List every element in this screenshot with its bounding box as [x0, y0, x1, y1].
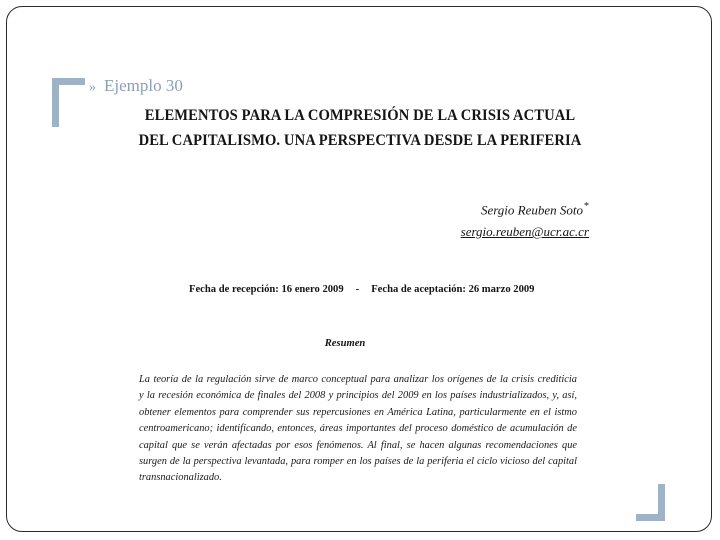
document-excerpt: [125, 104, 595, 484]
abstract-line: capital que se verán afectadas por esos fenómenos. Al final, se hacen algunas recomendaciones que: [139, 439, 577, 451]
abstract-line: La teoría de la regulación sirve de marco conceptual para analizar los orígenes de la crisis crediticia: [139, 374, 577, 385]
slide-title-text: Ejemplo 30: [104, 76, 183, 95]
date-separator: -: [355, 284, 360, 295]
author-name-text: Sergio Reuben Soto: [480, 202, 583, 218]
paper-title-line-2: DEL CAPITALISMO. UNA PERSPECTIVA DESDE LA PERIFERIA: [138, 132, 582, 150]
abstract-line: surgen de la perspectiva levantada, para romper en los países de la periferia el ciclo vicioso del capital: [139, 456, 577, 468]
author-block: [461, 196, 589, 243]
abstract-line: transnacionalizado.: [139, 472, 222, 484]
paper-title-line-1: ELEMENTOS PARA LA COMPRESIÓN DE LA CRISIS ACTUAL: [144, 107, 576, 125]
corner-bracket-top-left: [52, 78, 85, 127]
abstract-line: centroamericano; identificando, entonces, áreas importantes del proceso doméstico de acumulación de: [139, 423, 577, 435]
corner-bracket-bottom-right: [636, 484, 665, 521]
abstract-heading: Resumen: [324, 338, 366, 349]
received-date: Fecha de recepción: 16 enero 2009: [189, 284, 344, 295]
slide-title: [89, 76, 183, 96]
title-bullet-icon: »: [89, 80, 96, 95]
abstract-line: y la recesión económica de finales del 2008 y principios del 2009 en los países industrializados, y, así,: [139, 390, 577, 402]
abstract-body: [139, 372, 577, 487]
author-email: sergio.reuben@ucr.ac.cr: [460, 224, 589, 240]
author-name: [461, 196, 589, 221]
abstract-line: obtener elementos para comprender sus repercusiones en América Latina, particularmente en el istmo: [139, 406, 577, 418]
paper-title: [125, 104, 595, 154]
author-footnote-marker: *: [584, 201, 589, 212]
dates-line: [189, 284, 534, 295]
accepted-date: Fecha de aceptación: 26 marzo 2009: [371, 284, 535, 295]
